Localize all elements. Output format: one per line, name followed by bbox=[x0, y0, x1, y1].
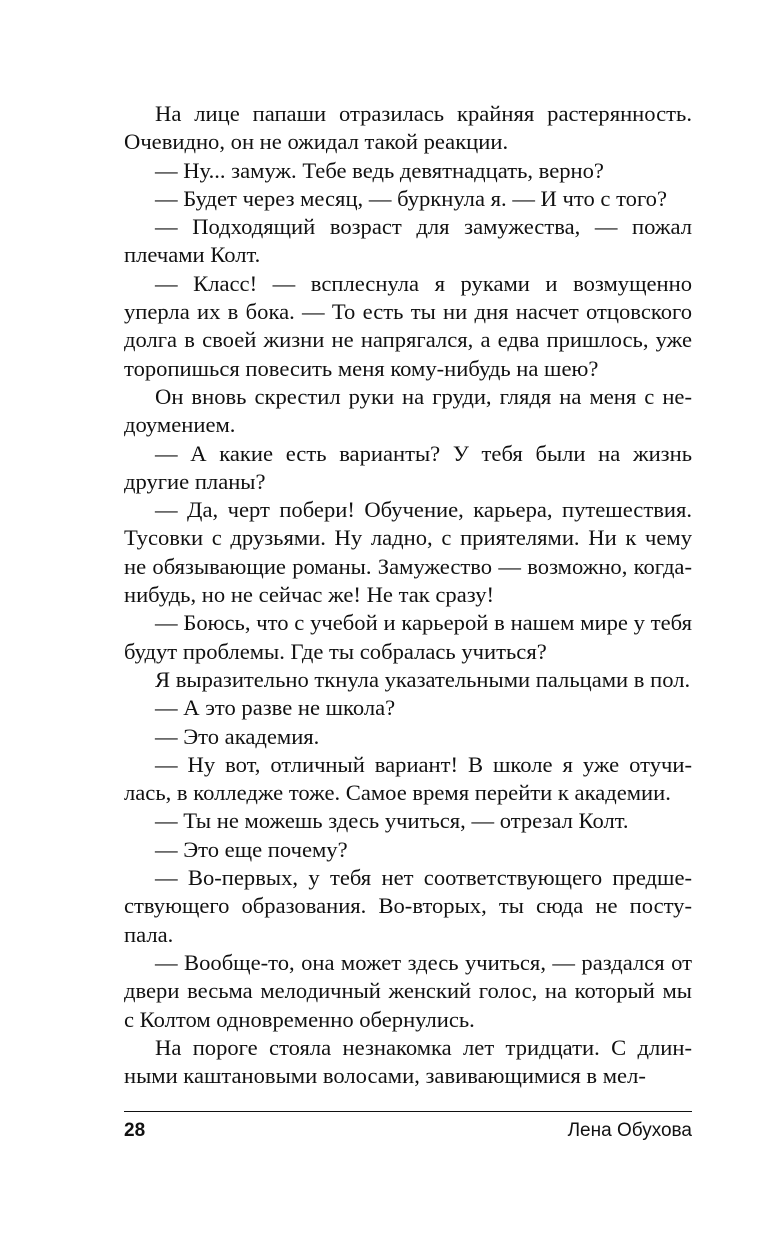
paragraph-5: — Класс! — всплеснула я руками и возмущенно уперла их в бока. — То есть ты ни дня насчет отцовского долга в своей жизни не напрягался, а едва пришлось, уже торопишься повесить меня кому-нибудь на шею? bbox=[124, 270, 692, 381]
paragraph-4: — Подходящий возраст для замужества, — пожал плечами Колт. bbox=[124, 214, 692, 268]
paragraph-6: Он вновь скрестил руки на груди, глядя на меня с недоумением. bbox=[124, 383, 692, 438]
paragraph-17: — Вообще-то, она может здесь учиться, — раздался от двери весьма мелодичный женский голос, на который мы с Колтом одновременно обернулись. bbox=[124, 949, 692, 1032]
paragraph-8: — Да, черт побери! Обучение, карьера, путешествия. Тусовки с друзьями. Ну ладно, с приятелями. Ни к чему не обязывающие романы. Замужество — возможно, когда-нибудь, но не сейчас же! Не так сразу! bbox=[124, 497, 692, 608]
running-footer-author: Лена Обухова bbox=[567, 1120, 692, 1141]
paragraph-3: — Будет через месяц, — буркнула я. — И что с того? bbox=[155, 185, 667, 211]
paragraph-12: — Это академия. bbox=[155, 723, 320, 749]
body-text bbox=[124, 100, 692, 1090]
paragraph-16: — Во-первых, у тебя нет соответствующего предшествующего образования. Во-вторых, ты сюда не поступала. bbox=[124, 865, 692, 947]
paragraph-7: — А какие есть варианты? У тебя были на жизнь другие планы? bbox=[124, 440, 692, 494]
paragraph-18: На пороге стояла незнакомка лет тридцати. С длинными каштановыми волосами, завивающимися в мел- bbox=[124, 1034, 692, 1089]
page-number: 28 bbox=[124, 1120, 146, 1141]
paragraph-14: — Ты не можешь здесь учиться, — отрезал Колт. bbox=[155, 808, 629, 834]
paragraph-13: — Ну вот, отличный вариант! В школе я уже отучилась, в колледже тоже. Самое время перейти к академии. bbox=[124, 751, 692, 806]
footer-divider bbox=[124, 1111, 692, 1112]
paragraph-15: — Это еще почему? bbox=[155, 836, 348, 862]
paragraph-1: На лице папаши отразилась крайняя растерянность. Очевидно, он не ожидал такой реакции. bbox=[124, 101, 692, 155]
paragraph-2: — Ну... замуж. Тебе ведь девятнадцать, верно? bbox=[155, 157, 604, 183]
paragraph-10: Я выразительно ткнула указательными пальцами в пол. bbox=[155, 666, 691, 692]
paragraph-11: — А это разве не школа? bbox=[155, 695, 396, 721]
paragraph-9: — Боюсь, что с учебой и карьерой в нашем мире у тебя будут проблемы. Где ты собралась учиться? bbox=[124, 610, 692, 664]
